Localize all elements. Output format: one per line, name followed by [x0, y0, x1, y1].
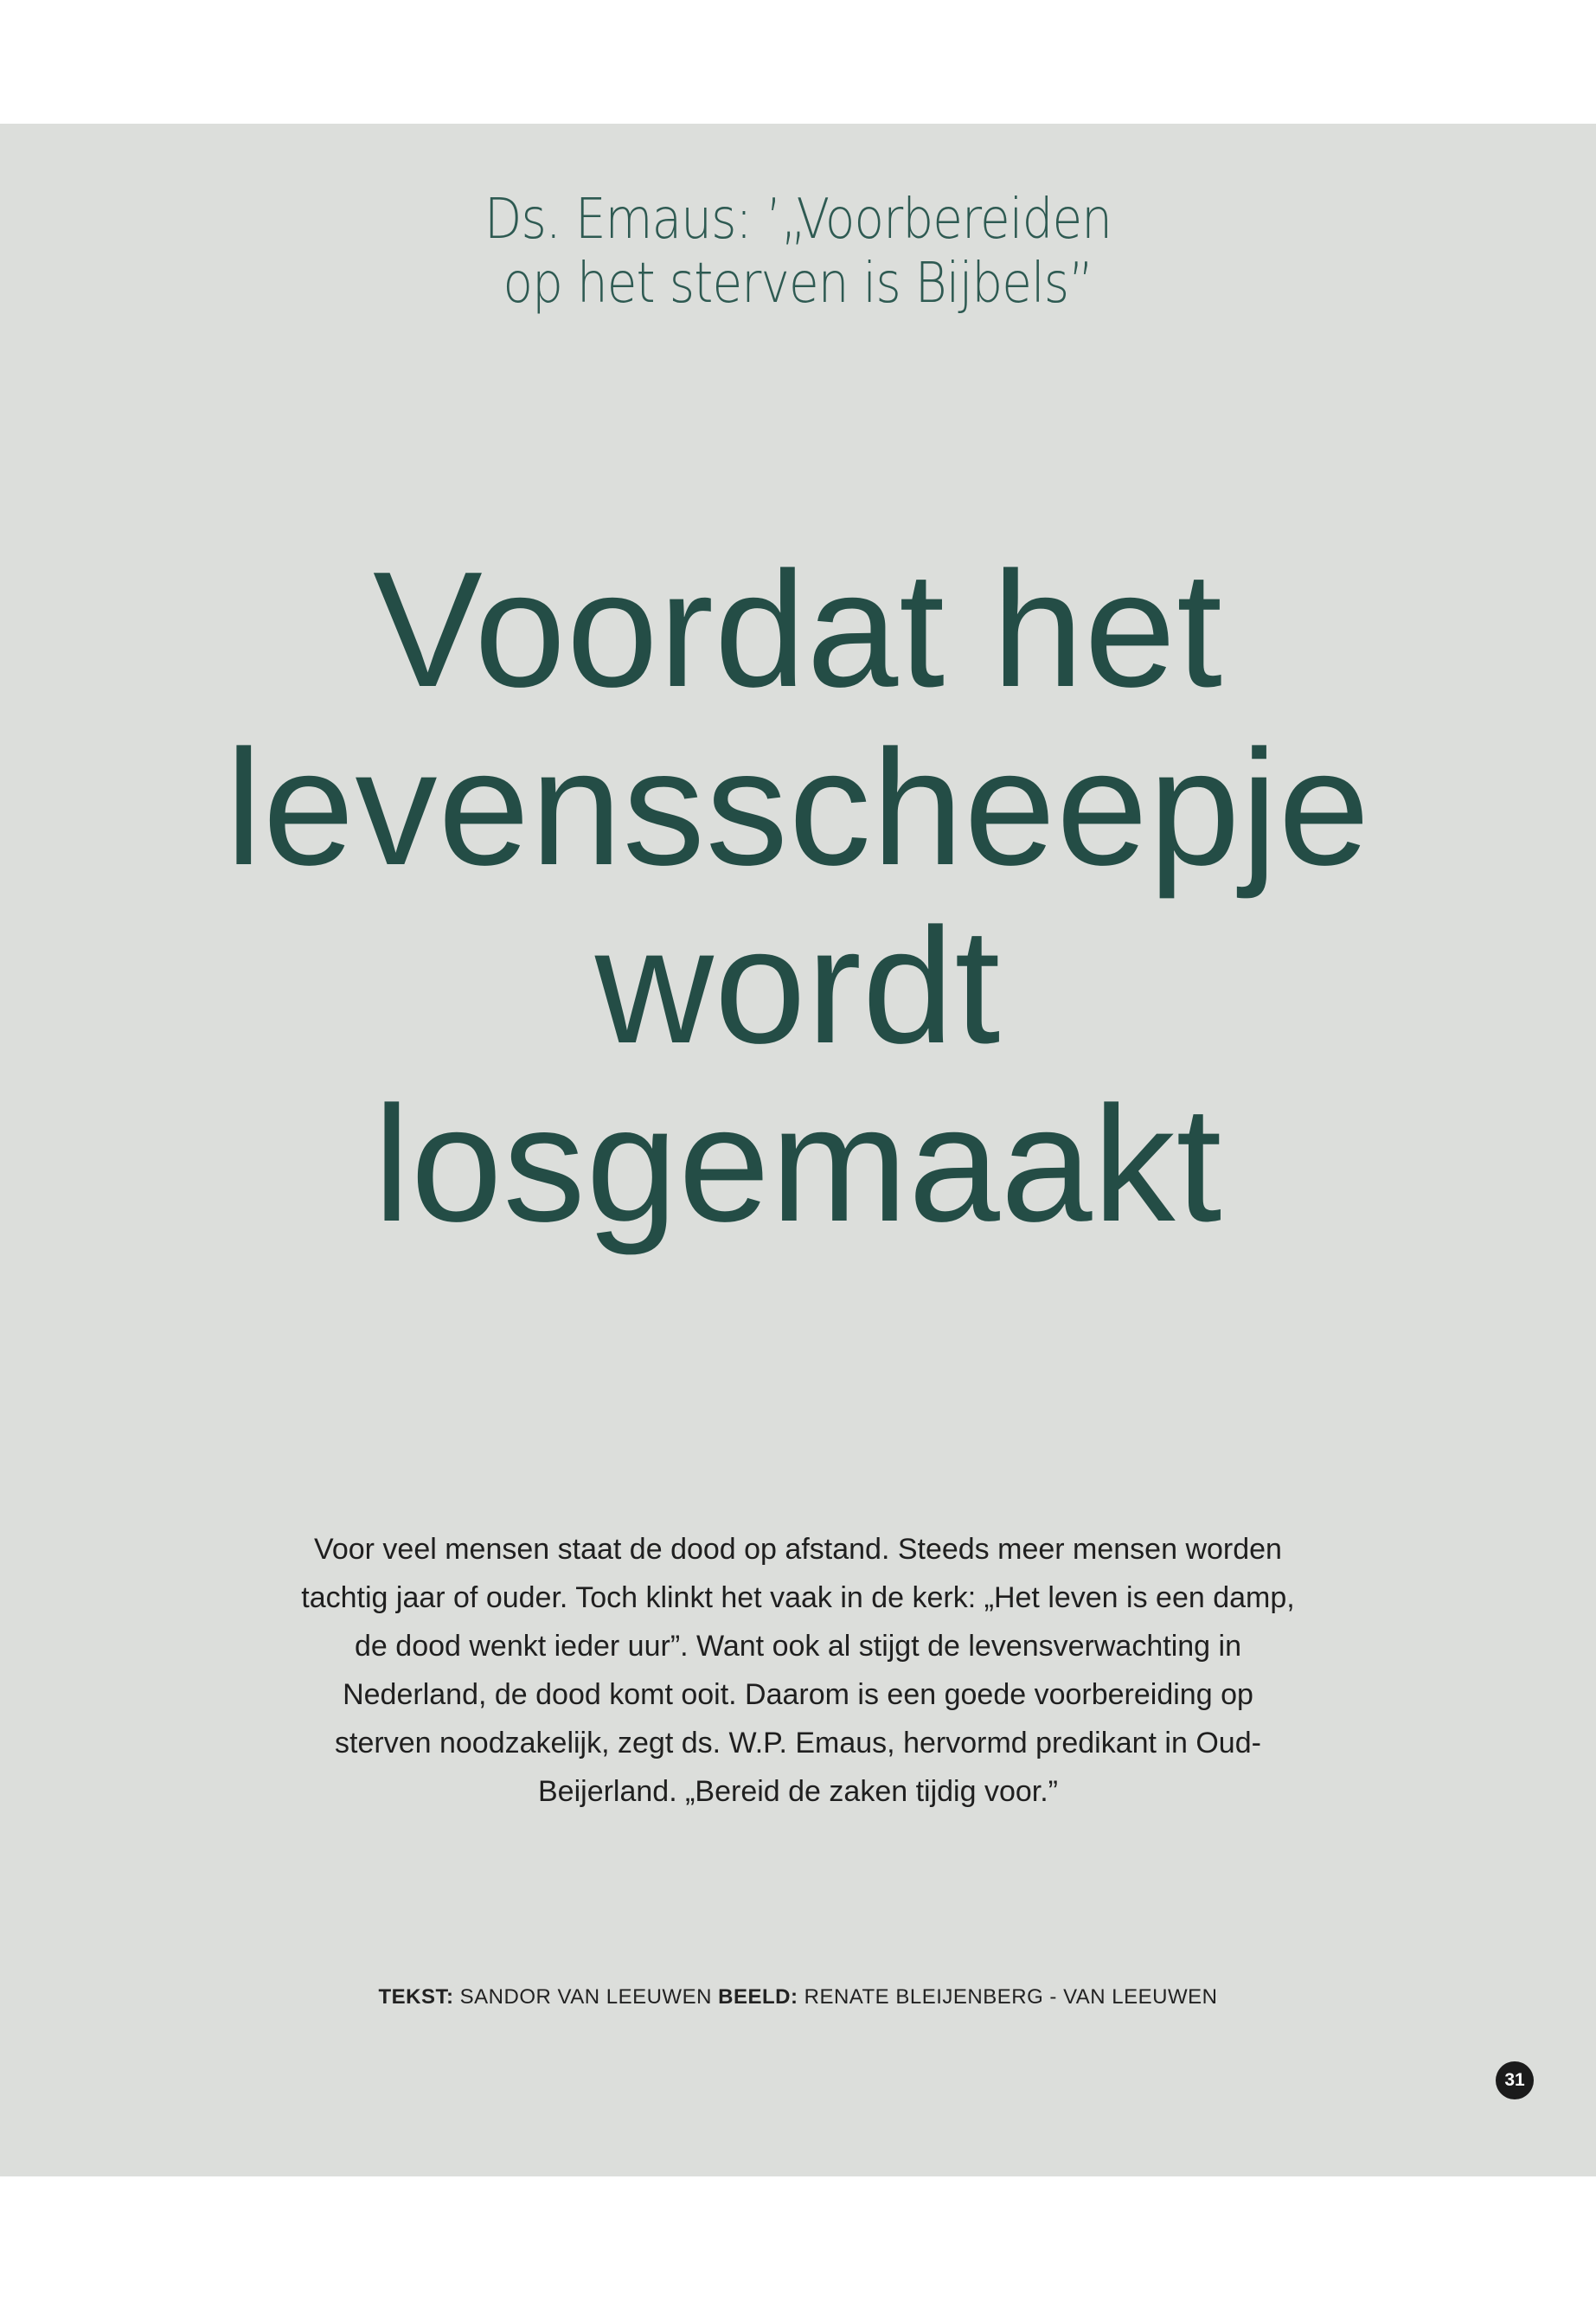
credit-text-name: SANDOR VAN LEEUWEN — [459, 1985, 712, 2009]
headline-line-4: losgemaakt — [373, 1073, 1223, 1256]
subtitle-line-1: Ds. Emaus: ’„Voorbereiden — [484, 188, 1112, 252]
headline-line-3: wordt — [594, 894, 1002, 1078]
article-intro-paragraph: Voor veel mensen staat de dood op afstand. Steeds meer mensen worden tachtig jaar of ouder. Toch klinkt het vaak in de kerk: „Het leven is een damp, de dood wenkt ieder uur”. Want ook al stijgt de levensverwachting in Nederland, de dood komt ooit. Daarom is een goede voorbereiding op sterven noodzakelijk, zegt ds. W.P. Emaus, hervormd predikant in Oud-Beijerland. „Bereid de zaken tijdig voor.” — [301, 1533, 1295, 1808]
subtitle-line-2: op het sterven is Bijbels” — [503, 252, 1093, 316]
credit-text-label: TEKST: — [378, 1985, 454, 2009]
page-number-badge: 31 — [1496, 2061, 1534, 2099]
headline-line-2: levensscheepje — [225, 716, 1371, 900]
credit-image-label: BEELD: — [718, 1985, 798, 2009]
article-credits — [0, 1984, 1596, 2011]
credit-image-name: RENATE BLEIJENBERG - VAN LEEUWEN — [804, 1985, 1218, 2009]
headline-line-1: Voordat het — [373, 538, 1223, 721]
article-subtitle — [96, 188, 1501, 316]
article-headline — [0, 538, 1596, 1256]
